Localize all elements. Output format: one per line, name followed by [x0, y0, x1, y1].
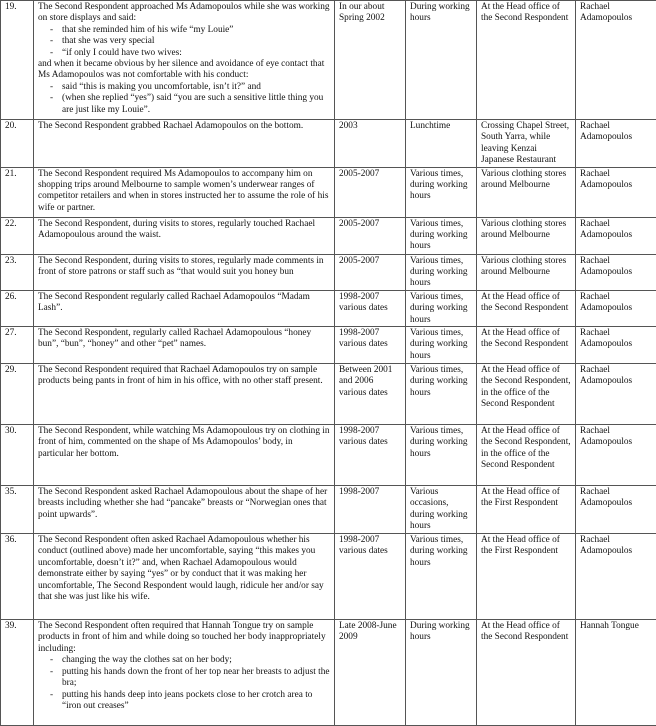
conduct-text: The Second Respondent grabbed Rachael Adamopoulos on the bottom. — [38, 121, 330, 132]
person-cell — [576, 486, 656, 534]
table-row — [1, 620, 656, 726]
place-cell — [477, 534, 576, 620]
conduct-cell — [34, 620, 335, 726]
person-cell — [576, 364, 656, 425]
person-cell — [576, 620, 656, 726]
time-cell — [406, 620, 477, 726]
conduct-text: and when it became obvious by her silence and avoidance of eye contact that Ms Adamopoulos was not comfortable with his conduct: — [38, 59, 330, 82]
person-text: Rachael Adamopoulos — [580, 328, 652, 351]
item-number-cell — [1, 167, 34, 217]
date-cell — [335, 364, 406, 425]
item-number-cell — [1, 425, 34, 486]
date-cell — [335, 120, 406, 168]
item-number-text: 36. — [5, 535, 29, 546]
item-number-cell — [1, 254, 34, 290]
date-text: Late 2008-June 2009 — [339, 621, 401, 644]
item-number-text: 23. — [5, 256, 29, 267]
conduct-text: The Second Respondent, during visits to stores, regularly made comments in front of store patrons or staff such as “that would suit you honey bun — [38, 256, 330, 279]
table-row — [1, 425, 656, 486]
time-text: Various times, during working hours — [410, 535, 472, 569]
time-text: During working hours — [410, 621, 472, 644]
item-number-cell — [1, 534, 34, 620]
table-row — [1, 534, 656, 620]
person-cell — [576, 534, 656, 620]
conduct-text: The Second Respondent often required that Hannah Tongue try on sample products in front of him and while doing so touched her body inappropriately including: — [38, 621, 330, 655]
item-number-cell — [1, 217, 34, 254]
table-row — [1, 290, 656, 326]
conduct-cell — [34, 364, 335, 425]
time-text: Various times, during working hours — [410, 256, 472, 290]
conduct-cell — [34, 486, 335, 534]
item-number-text: 30. — [5, 426, 29, 437]
place-cell — [477, 620, 576, 726]
table-row — [1, 364, 656, 425]
time-cell — [406, 1, 477, 120]
place-text: Crossing Chapel Street, South Yarra, while leaving Kenzai Japanese Restaurant — [481, 121, 571, 167]
place-text: At the Head office of the Second Respondent, in the office of the Second Respondent — [481, 426, 571, 472]
conduct-text: The Second Respondent required that Rachael Adamopoulos try on sample products being pants in front of him in his office, with no other staff present. — [38, 365, 330, 388]
place-cell — [477, 425, 576, 486]
place-text: At the Head office of the Second Respondent, in the office of the Second Respondent — [481, 365, 571, 411]
person-cell — [576, 425, 656, 486]
conduct-cell — [34, 534, 335, 620]
table-row — [1, 120, 656, 168]
date-cell — [335, 254, 406, 290]
conduct-bullet: - putting his hands down the front of her top near her breasts to adjust the bra; — [38, 667, 330, 690]
time-text: Various times, during working hours — [410, 219, 472, 253]
place-text: At the Head office of the Second Respondent — [481, 2, 571, 25]
place-cell — [477, 486, 576, 534]
conduct-text: The Second Respondent asked Rachael Adamopoulous about the shape of her breasts including whether she had “pancake” breasts or “Norwegian ones that point upwards”. — [38, 487, 330, 521]
conduct-cell — [34, 254, 335, 290]
date-text: 1998-2007 — [339, 487, 401, 498]
person-text: Hannah Tongue — [580, 621, 652, 632]
place-text: At the Head office of the Second Respondent — [481, 292, 571, 315]
place-text: Various clothing stores around Melbourne — [481, 169, 571, 192]
conduct-text: The Second Respondent, regularly called Rachael Adamopoulous “honey bun”, “bun”, “honey” and other “pet” names. — [38, 328, 330, 351]
conduct-cell — [34, 327, 335, 364]
item-number-cell — [1, 120, 34, 168]
conduct-text: The Second Respondent approached Ms Adamopoulos while she was working on store displays and said: — [38, 2, 330, 25]
person-text: Rachael Adamopoulos — [580, 219, 652, 242]
item-number-cell — [1, 364, 34, 425]
date-text: 1998-2007 various dates — [339, 426, 401, 449]
time-cell — [406, 167, 477, 217]
date-text: In our about Spring 2002 — [339, 2, 401, 25]
item-number-text: 39. — [5, 621, 29, 632]
time-text: Various times, during working hours — [410, 365, 472, 399]
conduct-bullet: - “if only I could have two wives: — [38, 48, 330, 59]
table-row — [1, 254, 656, 290]
person-text: Rachael Adamopoulos — [580, 487, 652, 510]
item-number-text: 26. — [5, 292, 29, 303]
time-text: Various times, during working hours — [410, 328, 472, 362]
time-cell — [406, 534, 477, 620]
person-text: Rachael Adamopoulos — [580, 365, 652, 388]
conduct-cell — [34, 217, 335, 254]
table-row — [1, 167, 656, 217]
person-cell — [576, 217, 656, 254]
date-cell — [335, 620, 406, 726]
table-row — [1, 327, 656, 364]
place-text: Various clothing stores around Melbourne — [481, 219, 571, 242]
person-cell — [576, 290, 656, 326]
item-number-cell — [1, 1, 34, 120]
conduct-cell — [34, 1, 335, 120]
person-text: Rachael Adamopoulos — [580, 169, 652, 192]
date-text: Between 2001 and 2006 various dates — [339, 365, 401, 399]
time-text: Lunchtime — [410, 121, 472, 132]
item-number-text: 21. — [5, 169, 29, 180]
conduct-cell — [34, 167, 335, 217]
person-cell — [576, 327, 656, 364]
table-row — [1, 486, 656, 534]
time-text: Various times, during working hours — [410, 292, 472, 326]
item-number-cell — [1, 620, 34, 726]
date-text: 2005-2007 — [339, 169, 401, 180]
item-number-text: 29. — [5, 365, 29, 376]
time-cell — [406, 120, 477, 168]
date-cell — [335, 425, 406, 486]
item-number-text: 19. — [5, 2, 29, 13]
item-number-text: 20. — [5, 121, 29, 132]
place-text: Various clothing stores around Melbourne — [481, 256, 571, 279]
place-cell — [477, 290, 576, 326]
time-cell — [406, 217, 477, 254]
conduct-bullet: - changing the way the clothes sat on her body; — [38, 655, 330, 666]
time-cell — [406, 327, 477, 364]
date-text: 1998-2007 various dates — [339, 292, 401, 315]
table-row — [1, 217, 656, 254]
time-text: Various times, during working hours — [410, 169, 472, 203]
incident-table-body — [1, 1, 656, 726]
conduct-text: The Second Respondent often asked Rachael Adamopoulous whether his conduct (outlined above) made her uncomfortable, saying “this makes you uncomfortable, doesn’t it?” and, when Rachael Adamopoulous would demonstrate either by saying “yes” or by conduct that it was making her uncomfortable, The Second Respondent would laugh, ridicule her and/or say that she was just like his wife. — [38, 535, 330, 603]
time-text: Various occasions, during working hours — [410, 487, 472, 533]
conduct-text: The Second Respondent, during visits to stores, regularly touched Rachael Adamopoulous around the waist. — [38, 219, 330, 242]
conduct-cell — [34, 120, 335, 168]
date-cell — [335, 1, 406, 120]
person-text: Rachael Adamopoulos — [580, 2, 652, 25]
conduct-bullet: - putting his hands deep into jeans pockets close to her crotch area to “iron out creases” — [38, 690, 330, 713]
place-cell — [477, 217, 576, 254]
time-text: Various times, during working hours — [410, 426, 472, 460]
conduct-bullet: - that she reminded him of his wife “my Louie” — [38, 25, 330, 36]
person-cell — [576, 120, 656, 168]
date-cell — [335, 534, 406, 620]
place-cell — [477, 120, 576, 168]
conduct-text: The Second Respondent, while watching Ms Adamopoulous try on clothing in front of him, commented on the shape of Ms Adamopoulos’ body, in particular her bottom. — [38, 426, 330, 460]
place-text: At the Head office of the Second Respondent — [481, 328, 571, 351]
date-text: 2003 — [339, 121, 401, 132]
date-text: 1998-2007 various dates — [339, 328, 401, 351]
place-cell — [477, 167, 576, 217]
item-number-text: 27. — [5, 328, 29, 339]
time-cell — [406, 254, 477, 290]
place-cell — [477, 364, 576, 425]
date-cell — [335, 167, 406, 217]
conduct-bullet: - said “this is making you uncomfortable, isn’t it?” and — [38, 82, 330, 93]
time-cell — [406, 425, 477, 486]
person-cell — [576, 167, 656, 217]
time-cell — [406, 290, 477, 326]
date-text: 2005-2007 — [339, 219, 401, 230]
item-number-cell — [1, 327, 34, 364]
item-number-text: 22. — [5, 219, 29, 230]
place-cell — [477, 327, 576, 364]
person-text: Rachael Adamopoulos — [580, 426, 652, 449]
date-cell — [335, 290, 406, 326]
conduct-cell — [34, 290, 335, 326]
conduct-bullet: - that she was very special — [38, 36, 330, 47]
table-row — [1, 1, 656, 120]
person-text: Rachael Adamopoulos — [580, 121, 652, 144]
place-text: At the Head office of the Second Respondent — [481, 621, 571, 644]
place-text: At the Head office of the First Respondent — [481, 535, 571, 558]
date-cell — [335, 327, 406, 364]
date-text: 2005-2007 — [339, 256, 401, 267]
person-cell — [576, 1, 656, 120]
time-cell — [406, 364, 477, 425]
item-number-cell — [1, 486, 34, 534]
time-cell — [406, 486, 477, 534]
date-cell — [335, 217, 406, 254]
date-cell — [335, 486, 406, 534]
conduct-text: The Second Respondent required Ms Adamopoulos to accompany him on shopping trips around Melbourne to sample women’s underwear ranges of competitor retailers and when in stores instructed her to assume the role of his wife or partner. — [38, 169, 330, 215]
person-text: Rachael Adamopoulos — [580, 256, 652, 279]
place-cell — [477, 254, 576, 290]
item-number-cell — [1, 290, 34, 326]
conduct-bullet: - (when she replied “yes”) said “you are such a sensitive little thing you are just like my Louie”. — [38, 93, 330, 116]
conduct-text: The Second Respondent regularly called Rachael Adamopoulos “Madam Lash”. — [38, 292, 330, 315]
person-text: Rachael Adamopoulos — [580, 292, 652, 315]
time-text: During working hours — [410, 2, 472, 25]
place-text: At the Head office of the First Respondent — [481, 487, 571, 510]
person-text: Rachael Adamopoulos — [580, 535, 652, 558]
date-text: 1998-2007 various dates — [339, 535, 401, 558]
conduct-cell — [34, 425, 335, 486]
item-number-text: 35. — [5, 487, 29, 498]
place-cell — [477, 1, 576, 120]
person-cell — [576, 254, 656, 290]
